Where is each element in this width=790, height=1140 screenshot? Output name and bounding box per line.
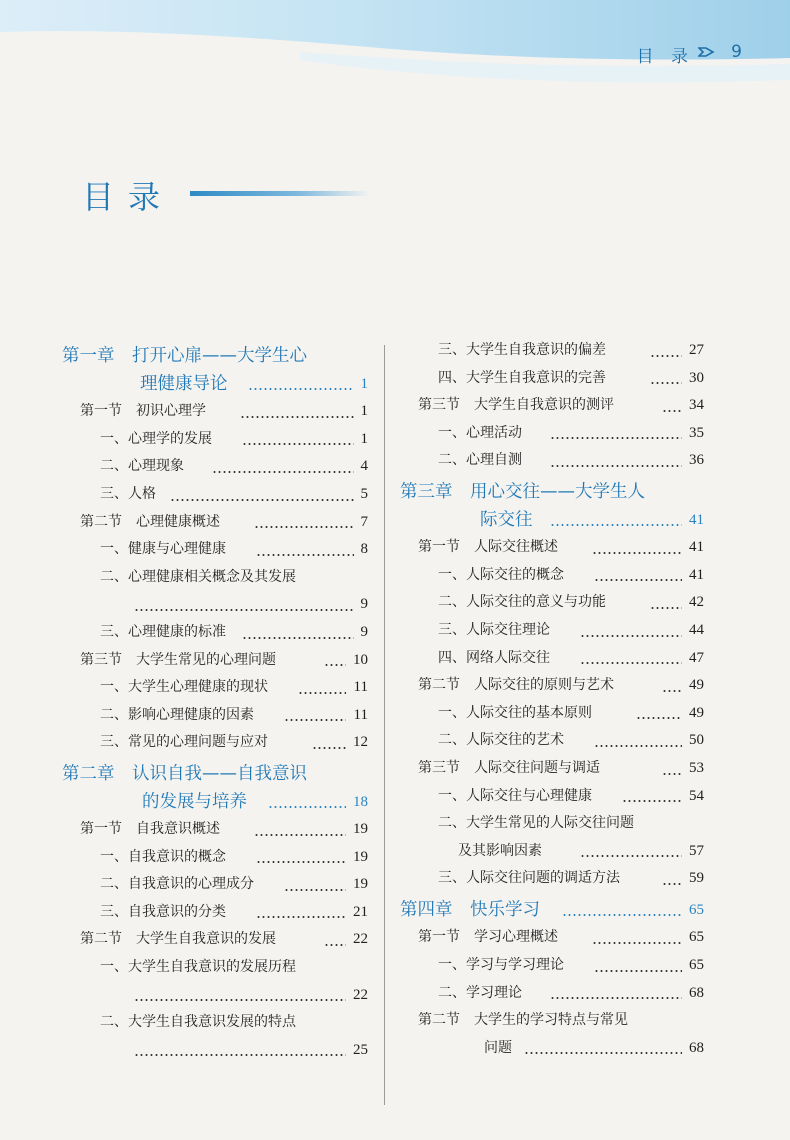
toc-item[interactable] (62, 619, 368, 647)
leader-dots (594, 579, 682, 581)
toc-item[interactable] (400, 562, 704, 590)
toc-section[interactable] (400, 755, 704, 783)
entry-label: 一、人际交往与心理健康 (438, 787, 592, 804)
entry-label-cont: 及其影响因素 (458, 842, 542, 859)
leader-dots (134, 1054, 346, 1056)
entry-label: 三、人际交往问题的调适方法 (438, 870, 620, 887)
page-number: 22 (353, 931, 368, 948)
entry-label: 第一节 学习心理概述 (418, 929, 558, 946)
page-number: 50 (689, 732, 704, 749)
entry-label: 一、自我意识的概念 (100, 848, 226, 865)
page-number: 7 (360, 513, 368, 530)
page-number: 36 (689, 452, 704, 469)
page-number: 42 (689, 594, 704, 611)
page-number: 19 (353, 848, 368, 865)
page-number: 19 (353, 821, 368, 838)
leader-dots (268, 806, 346, 808)
page-number: 1 (360, 375, 368, 392)
leader-dots (662, 410, 682, 412)
toc-section[interactable] (62, 509, 368, 537)
entry-label: 二、大学生自我意识发展的特点 (100, 1014, 296, 1031)
header-label: 目 录 (636, 47, 694, 67)
page-number: 68 (689, 984, 704, 1001)
toc-section[interactable] (400, 392, 704, 420)
chapter-title-line: 际交往 (480, 509, 533, 530)
chapter-title-line: 第二章 认识自我——自我意识 (62, 763, 307, 784)
leader-dots (524, 1052, 682, 1054)
toc-item[interactable] (400, 727, 704, 755)
page-number: 27 (689, 342, 704, 358)
toc-chapter-2[interactable] (62, 761, 368, 789)
leader-dots (254, 526, 354, 528)
entry-label: 二、心理自测 (438, 452, 522, 469)
toc-section[interactable] (400, 1007, 704, 1035)
leader-dots (242, 443, 354, 445)
chapter-title-line: 的发展与培养 (142, 791, 247, 812)
toc-left-column (62, 337, 368, 1064)
leader-dots (622, 800, 682, 802)
toc-item-cont[interactable] (62, 591, 368, 619)
toc-chapter-3[interactable] (400, 479, 704, 507)
entry-label: 第一节 初识心理学 (80, 403, 206, 420)
toc-item[interactable] (400, 617, 704, 645)
toc-item[interactable] (62, 1009, 368, 1037)
toc-item[interactable] (400, 865, 704, 893)
page-number: 19 (353, 876, 368, 893)
entry-label: 二、大学生常见的人际交往问题 (438, 815, 634, 832)
leader-dots (594, 970, 682, 972)
toc-item[interactable] (62, 564, 368, 592)
page-number: 25 (353, 1041, 368, 1058)
toc-section[interactable] (62, 926, 368, 954)
toc-section[interactable] (62, 398, 368, 426)
leader-dots (256, 861, 346, 863)
leader-dots (580, 662, 682, 664)
page-number: 65 (689, 957, 704, 974)
toc-item[interactable] (400, 980, 704, 1008)
toc-item[interactable] (400, 700, 704, 728)
page-number: 49 (689, 704, 704, 721)
chapter-title-line: 理健康导论 (140, 373, 228, 394)
page-number: 8 (360, 541, 368, 558)
toc-item[interactable] (62, 674, 368, 702)
entry-label: 四、网络人际交往 (438, 649, 550, 666)
entry-label: 二、心理现象 (100, 458, 184, 475)
leader-dots (256, 916, 346, 918)
toc-item[interactable] (400, 645, 704, 673)
entry-label: 第三节 大学生自我意识的测评 (418, 397, 614, 414)
leader-dots (550, 437, 682, 439)
toc-section[interactable] (62, 816, 368, 844)
page-number: 41 (689, 511, 704, 528)
leader-dots (134, 999, 346, 1001)
page-number: 53 (689, 759, 704, 776)
entry-label: 一、心理活动 (438, 424, 522, 441)
toc-chapter-1[interactable] (62, 343, 368, 371)
toc-section-cont[interactable] (400, 1035, 704, 1063)
toc-item[interactable] (400, 447, 704, 475)
entry-label: 一、大学生自我意识的发展历程 (100, 959, 296, 976)
page-number: 65 (689, 901, 704, 918)
entry-label: 三、常见的心理问题与应对 (100, 734, 268, 751)
page-number: 22 (353, 986, 368, 1003)
page-number: 18 (353, 793, 368, 810)
toc-section[interactable] (400, 924, 704, 952)
page-number: 47 (689, 649, 704, 666)
toc-item[interactable] (62, 702, 368, 730)
page-number: 21 (353, 903, 368, 920)
toc-chapter-3-cont[interactable] (400, 507, 704, 535)
leader-dots (592, 942, 682, 944)
entry-label: 二、人际交往的艺术 (438, 732, 564, 749)
toc-item[interactable] (62, 899, 368, 927)
page-number: 41 (689, 539, 704, 556)
page-number: 11 (353, 706, 368, 723)
leader-dots (212, 471, 354, 473)
leader-dots (550, 524, 682, 526)
leader-dots (550, 465, 682, 467)
leader-dots (562, 914, 682, 916)
page-number: 5 (360, 485, 368, 502)
leader-dots (650, 382, 682, 384)
entry-label: 一、学习与学习理论 (438, 957, 564, 974)
toc-item[interactable] (62, 729, 368, 757)
header-fish-icon (698, 45, 716, 59)
leader-dots (284, 719, 346, 721)
toc-item-cont[interactable] (62, 982, 368, 1010)
leader-dots (636, 717, 682, 719)
leader-dots (170, 499, 354, 501)
entry-label: 二、学习理论 (438, 984, 522, 1001)
page-title: 目录 (82, 178, 175, 216)
leader-dots (594, 745, 682, 747)
toc-item[interactable] (62, 871, 368, 899)
page-number: 34 (689, 397, 704, 414)
entry-label: 一、人际交往的概念 (438, 566, 564, 583)
toc-right-column (400, 337, 704, 1062)
leader-dots (650, 607, 682, 609)
header-page-number: 9 (731, 42, 742, 62)
toc-item[interactable] (400, 589, 704, 617)
page-number: 11 (353, 679, 368, 696)
entry-label: 第一节 自我意识概述 (80, 821, 220, 838)
toc-item[interactable] (62, 844, 368, 872)
chapter-title-line: 第三章 用心交往——大学生人 (400, 481, 645, 502)
toc-item[interactable] (400, 337, 704, 365)
entry-label-cont: 问题 (484, 1039, 512, 1056)
toc-item[interactable] (62, 453, 368, 481)
page-number: 57 (689, 842, 704, 859)
toc-item[interactable] (62, 426, 368, 454)
toc-chapter-2-cont[interactable] (62, 789, 368, 817)
entry-label: 二、人际交往的意义与功能 (438, 594, 606, 611)
entry-label: 四、大学生自我意识的完善 (438, 369, 606, 386)
leader-dots (324, 944, 346, 946)
toc-item-cont[interactable] (400, 838, 704, 866)
page-number: 1 (360, 430, 368, 447)
page-number: 59 (689, 870, 704, 887)
leader-dots (324, 664, 346, 666)
chapter-title-line: 第四章 快乐学习 (400, 899, 540, 920)
entry-label: 一、人际交往的基本原则 (438, 704, 592, 721)
toc-section[interactable] (62, 647, 368, 675)
entry-label: 二、影响心理健康的因素 (100, 706, 254, 723)
entry-label: 三、自我意识的分类 (100, 903, 226, 920)
toc-item[interactable] (400, 952, 704, 980)
page-number: 68 (689, 1039, 704, 1056)
title-rule (190, 191, 370, 196)
leader-dots (284, 889, 346, 891)
page-number: 4 (360, 458, 368, 475)
toc-item[interactable] (400, 365, 704, 393)
entry-label: 一、健康与心理健康 (100, 541, 226, 558)
page-number: 49 (689, 677, 704, 694)
leader-dots (254, 834, 346, 836)
leader-dots (550, 997, 682, 999)
page-number: 12 (353, 734, 368, 751)
toc-item[interactable] (400, 420, 704, 448)
leader-dots (256, 554, 354, 556)
leader-dots (580, 635, 682, 637)
toc-item-cont[interactable] (62, 1037, 368, 1065)
entry-label: 第一节 人际交往概述 (418, 539, 558, 556)
page-number: 35 (689, 424, 704, 441)
entry-label: 第三节 大学生常见的心理问题 (80, 651, 276, 668)
entry-label: 三、人际交往理论 (438, 621, 550, 638)
leader-dots (650, 355, 682, 357)
entry-label: 一、大学生心理健康的现状 (100, 679, 268, 696)
toc-section[interactable] (400, 534, 704, 562)
toc-chapter-4[interactable] (400, 897, 704, 925)
page-number: 9 (360, 623, 368, 640)
entry-label: 二、自我意识的心理成分 (100, 876, 254, 893)
leader-dots (662, 883, 682, 885)
toc-item[interactable] (400, 783, 704, 811)
chapter-title-line: 第一章 打开心扉——大学生心 (62, 346, 307, 366)
entry-label: 三、人格 (100, 485, 156, 502)
leader-dots (662, 773, 682, 775)
page-number: 10 (353, 651, 368, 668)
leader-dots (240, 416, 354, 418)
toc-item[interactable] (62, 481, 368, 509)
toc-section[interactable] (400, 672, 704, 700)
page-number: 54 (689, 787, 704, 804)
entry-label: 第三节 人际交往问题与调适 (418, 759, 600, 776)
page-number: 65 (689, 929, 704, 946)
leader-dots (592, 552, 682, 554)
entry-label: 第二节 心理健康概述 (80, 513, 220, 530)
entry-label: 第二节 人际交往的原则与艺术 (418, 677, 614, 694)
leader-dots (662, 690, 682, 692)
leader-dots (134, 609, 354, 611)
entry-label: 第二节 大学生的学习特点与常见 (418, 1012, 628, 1029)
toc-item[interactable] (62, 536, 368, 564)
leader-dots (248, 388, 354, 390)
leader-dots (580, 855, 682, 857)
entry-label: 第二节 大学生自我意识的发展 (80, 931, 276, 948)
entry-label: 一、心理学的发展 (100, 430, 212, 447)
entry-label: 三、心理健康的标准 (100, 623, 226, 640)
column-divider (384, 345, 385, 1105)
toc-item[interactable] (400, 810, 704, 838)
entry-label: 三、大学生自我意识的偏差 (438, 342, 606, 358)
leader-dots (242, 637, 354, 639)
page-number: 9 (360, 596, 368, 613)
toc-item[interactable] (62, 954, 368, 982)
page-number: 1 (360, 403, 368, 420)
page-number: 44 (689, 621, 704, 638)
page-number: 30 (689, 369, 704, 386)
leader-dots (298, 692, 346, 694)
entry-label: 二、心理健康相关概念及其发展 (100, 568, 296, 585)
leader-dots (312, 747, 346, 749)
page-number: 41 (689, 566, 704, 583)
toc-chapter-1-cont[interactable] (62, 371, 368, 399)
